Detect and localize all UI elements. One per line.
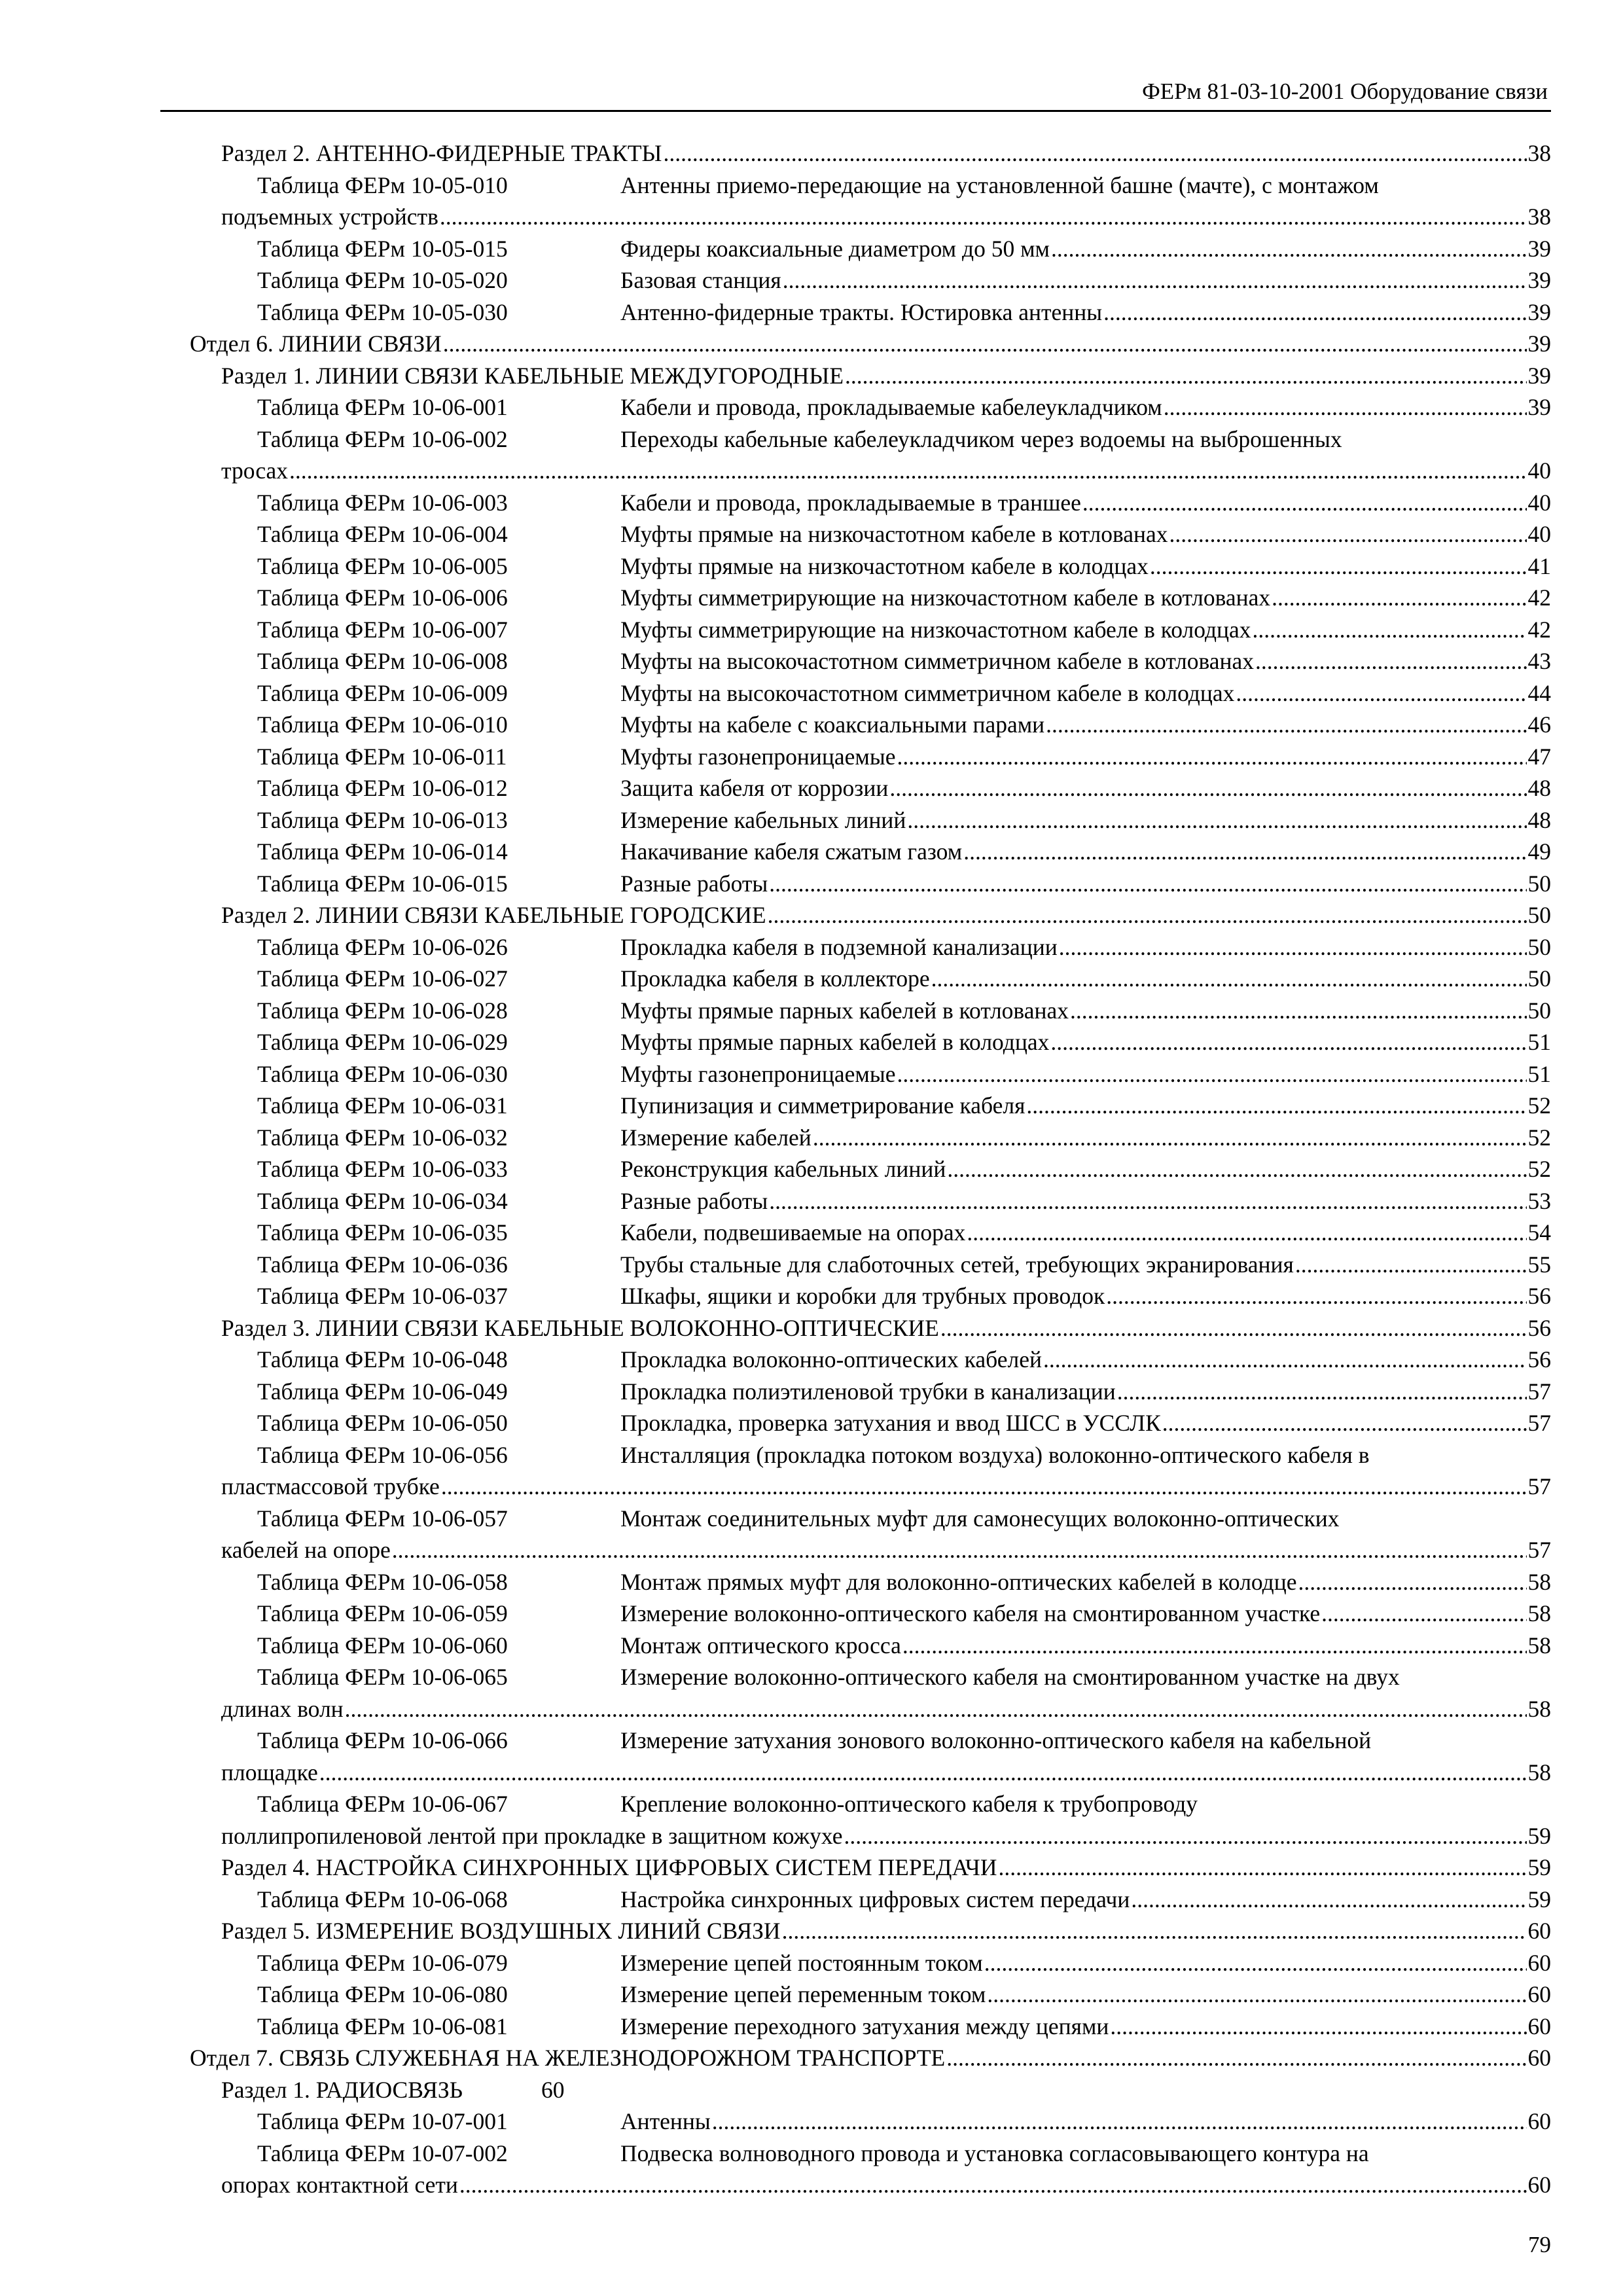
toc-dot-leader <box>441 1471 1527 1503</box>
toc-entry-label: Таблица ФЕРм 10-06-010 <box>257 711 508 738</box>
toc-entry-label: Таблица ФЕРм 10-06-014 <box>257 838 508 865</box>
toc-entry-table <box>0 1598 1623 1630</box>
toc-entry-table <box>0 1407 1623 1439</box>
toc-entry-label: Таблица ФЕРм 10-06-002 <box>257 425 508 452</box>
toc-entry-label: Таблица ФЕРм 10-06-029 <box>257 1029 508 1055</box>
toc-dot-leader <box>946 2042 1526 2074</box>
toc-entry-table <box>0 868 1623 900</box>
toc-entry-page: 39 <box>1527 235 1551 262</box>
toc-entry-title: Муфты прямые на низкочастотном кабеле в котлованах <box>620 521 1168 547</box>
toc-entry-page: 60 <box>1527 1918 1551 1944</box>
toc-dot-leader <box>947 1153 1526 1185</box>
toc-entry-title: Защита кабеля от коррозии <box>620 775 889 801</box>
toc-entry-page: 50 <box>1527 965 1551 992</box>
toc-entry-table <box>0 1090 1623 1122</box>
toc-entry-table <box>0 1661 1623 1725</box>
toc-entry-label: Таблица ФЕРм 10-06-060 <box>257 1632 508 1659</box>
toc-dot-leader <box>1321 1598 1526 1630</box>
toc-entry-title: Антенны приемо-передающие на установленной башне (мачте), с монтажом <box>620 171 1379 198</box>
toc-entry-table <box>0 1884 1623 1916</box>
page-number: 79 <box>1528 2232 1551 2257</box>
toc-entry-title: Прокладка волоконно-оптических кабелей <box>620 1346 1042 1372</box>
toc-entry-title: Раздел 1. ЛИНИИ СВЯЗИ КАБЕЛЬНЫЕ МЕЖДУГОРОДНЫЕ <box>221 362 844 389</box>
toc-entry-label: Таблица ФЕРм 10-06-065 <box>257 1664 508 1690</box>
toc-entry-title: Измерение цепей переменным током <box>620 1981 986 2007</box>
toc-entry-title: Муфты симметрирующие на низкочастотном кабеле в колодцах <box>620 616 1251 643</box>
toc-entry-table <box>0 1153 1623 1185</box>
toc-dot-leader <box>459 2169 1527 2201</box>
toc-entry-page: 56 <box>1527 1283 1551 1309</box>
toc-entry-table <box>0 963 1623 995</box>
toc-entry-page: 40 <box>1527 489 1551 516</box>
toc-entry-page: 39 <box>1527 394 1551 420</box>
toc-entry-page: 50 <box>1527 933 1551 960</box>
toc-entry-page: 60 <box>1527 1981 1551 2007</box>
toc-dot-leader <box>1050 1026 1526 1058</box>
toc-entry-title: Муфты прямые парных кабелей в колодцах <box>620 1029 1050 1055</box>
toc-entry-label: Таблица ФЕРм 10-06-009 <box>257 679 508 706</box>
toc-dot-leader <box>1106 1280 1526 1312</box>
toc-entry-table <box>0 391 1623 423</box>
toc-entry-label: Таблица ФЕРм 10-06-034 <box>257 1187 508 1214</box>
toc-dot-leader <box>440 201 1527 233</box>
toc-entry-table <box>0 1376 1623 1408</box>
toc-entry-label: Таблица ФЕРм 10-06-049 <box>257 1378 508 1405</box>
toc-entry-table <box>0 836 1623 868</box>
toc-dot-leader <box>392 1534 1527 1566</box>
toc-entry-label: Таблица ФЕРм 10-06-035 <box>257 1219 508 1246</box>
toc-entry-title: Раздел 5. ИЗМЕРЕНИЕ ВОЗДУШНЫХ ЛИНИЙ СВЯЗИ <box>221 1918 781 1944</box>
toc-entry-title: Муфты газонепроницаемые <box>620 743 896 770</box>
toc-entry-title: Измерение кабелей <box>620 1124 812 1151</box>
toc-entry-page: 43 <box>1527 648 1551 674</box>
toc-entry-razdel <box>0 1312 1623 1344</box>
toc-entry-label: Таблица ФЕРм 10-06-032 <box>257 1124 508 1151</box>
toc-entry-label: Таблица ФЕРм 10-07-001 <box>257 2108 508 2134</box>
toc-entry-table <box>0 677 1623 709</box>
toc-dot-leader <box>987 1979 1526 2011</box>
toc-entry-table <box>0 1058 1623 1090</box>
toc-entry-page: 51 <box>1527 1060 1551 1087</box>
toc-entry-label: Таблица ФЕРм 10-06-050 <box>257 1410 508 1436</box>
toc-entry-table <box>0 423 1623 487</box>
toc-entry-razdel <box>0 1915 1623 1947</box>
toc-dot-leader <box>889 772 1526 804</box>
toc-entry-label: Таблица ФЕРм 10-06-036 <box>257 1251 508 1278</box>
toc-entry-label: Таблица ФЕРм 10-06-048 <box>257 1346 508 1372</box>
toc-entry-table <box>0 614 1623 646</box>
toc-entry-label: Таблица ФЕРм 10-06-058 <box>257 1568 508 1595</box>
toc-entry-title: Измерение волоконно-оптического кабеля на смонтированном участке <box>620 1600 1321 1626</box>
toc-entry-title: Раздел 2. АНТЕННО-ФИДЕРНЫЕ ТРАКТЫ <box>221 140 662 166</box>
toc-dot-leader <box>1046 709 1526 741</box>
toc-entry-razdel <box>0 360 1623 392</box>
toc-entry-page: 60 <box>1527 2013 1551 2039</box>
toc-entry-table <box>0 2011 1623 2043</box>
toc-dot-leader <box>664 137 1527 170</box>
toc-entry-page: 42 <box>1527 616 1551 643</box>
toc-entry-table <box>0 1026 1623 1058</box>
toc-entry-page: 49 <box>1527 838 1551 865</box>
toc-entry-label: Таблица ФЕРм 10-05-015 <box>257 235 508 262</box>
toc-entry-page: 60 <box>1527 2108 1551 2134</box>
toc-entry-table <box>0 296 1623 329</box>
toc-dot-leader <box>769 868 1526 900</box>
toc-entry-page: 60 <box>541 2076 565 2103</box>
toc-entry-page: 39 <box>1527 362 1551 389</box>
toc-entry-title: Раздел 1. РАДИОСВЯЗЬ <box>221 2076 463 2103</box>
toc-entry-label: Таблица ФЕРм 10-06-031 <box>257 1092 508 1119</box>
toc-entry-page: 39 <box>1527 331 1551 357</box>
toc-entry-page: 42 <box>1527 584 1551 611</box>
toc-entry-title: Раздел 2. ЛИНИИ СВЯЗИ КАБЕЛЬНЫЕ ГОРОДСКИЕ <box>221 902 766 928</box>
toc-dot-leader <box>345 1693 1527 1725</box>
toc-entry-title: Измерение кабельных линий <box>620 806 906 833</box>
toc-entry-label: Таблица ФЕРм 10-06-006 <box>257 584 508 611</box>
toc-entry-table <box>0 2106 1623 2138</box>
toc-entry-table <box>0 995 1623 1027</box>
toc-entry-label: Таблица ФЕРм 10-05-020 <box>257 267 508 293</box>
toc-entry-page: 58 <box>1527 1568 1551 1595</box>
toc-dot-leader <box>1150 550 1527 583</box>
toc-entry-page: 59 <box>1527 1822 1551 1849</box>
toc-entry-page: 60 <box>1527 2172 1551 2198</box>
toc-entry-page: 57 <box>1527 1378 1551 1405</box>
toc-entry-title: Кабели и провода, прокладываемые в траншее <box>620 489 1081 516</box>
toc-entry-table <box>0 518 1623 550</box>
toc-entry-title-continuation: поллипропиленовой лентой при прокладке в защитном кожухе <box>221 1822 843 1849</box>
toc-entry-table <box>0 709 1623 741</box>
toc-entry-page: 56 <box>1527 1314 1551 1341</box>
toc-entry-page: 56 <box>1527 1346 1551 1372</box>
toc-entry-table <box>0 1630 1623 1662</box>
toc-entry-title: Монтаж оптического кросса <box>620 1632 901 1659</box>
toc-dot-leader <box>1236 677 1526 709</box>
toc-entry-table <box>0 233 1623 265</box>
toc-entry-table <box>0 1439 1623 1503</box>
toc-entry-table <box>0 1503 1623 1566</box>
toc-entry-table <box>0 772 1623 804</box>
toc-entry-table <box>0 1280 1623 1312</box>
toc-entry-page: 50 <box>1527 997 1551 1024</box>
toc-dot-leader <box>1082 487 1527 519</box>
toc-entry-table <box>0 487 1623 519</box>
toc-dot-leader <box>782 1915 1527 1947</box>
toc-dot-leader <box>845 360 1526 392</box>
toc-entry-page: 51 <box>1527 1029 1551 1055</box>
toc-entry-label: Таблица ФЕРм 10-06-015 <box>257 870 508 897</box>
toc-dot-leader <box>907 804 1526 836</box>
toc-entry-label: Таблица ФЕРм 10-06-068 <box>257 1886 508 1912</box>
toc-entry-title: Переходы кабельные кабелеукладчиком через водоемы на выброшенных <box>620 425 1342 452</box>
toc-entry-page: 58 <box>1527 1632 1551 1659</box>
toc-entry-razdel <box>0 137 1623 170</box>
header-title: ФЕРм 81-03-10-2001 Оборудование связи <box>1142 79 1548 104</box>
toc-entry-label: Таблица ФЕРм 10-06-013 <box>257 806 508 833</box>
toc-entry-page: 50 <box>1527 902 1551 928</box>
toc-entry-title: Шкафы, ящики и коробки для трубных проводок <box>620 1283 1105 1309</box>
toc-entry-label: Таблица ФЕРм 10-06-012 <box>257 775 508 801</box>
toc-entry-table <box>0 2138 1623 2201</box>
toc-entry-title-continuation: подъемных устройств <box>221 204 438 230</box>
toc-entry-title: Муфты газонепроницаемые <box>620 1060 896 1087</box>
toc-dot-leader <box>1026 1090 1526 1122</box>
toc-entry-title: Прокладка полиэтиленовой трубки в канализации <box>620 1378 1116 1405</box>
toc-entry-title: Измерение волоконно-оптического кабеля на смонтированном участке на двух <box>620 1664 1400 1690</box>
toc-entry-label: Таблица ФЕРм 10-06-081 <box>257 2013 508 2039</box>
toc-entry-razdel <box>0 1852 1623 1884</box>
toc-entry-title: Измерение переходного затухания между цепями <box>620 2013 1109 2039</box>
toc-dot-leader <box>1117 1376 1527 1408</box>
toc-entry-label: Таблица ФЕРм 10-06-005 <box>257 552 508 579</box>
toc-entry-title: Прокладка кабеля в подземной канализации <box>620 933 1058 960</box>
toc-entry-table <box>0 170 1623 233</box>
toc-entry-table <box>0 1344 1623 1376</box>
toc-entry-table <box>0 1788 1623 1852</box>
toc-entry-page: 47 <box>1527 743 1551 770</box>
toc-entry-table <box>0 1947 1623 1979</box>
toc-entry-title: Прокладка кабеля в коллекторе <box>620 965 930 992</box>
toc-entry-title: Антенны <box>620 2108 711 2134</box>
toc-dot-leader <box>902 1630 1527 1662</box>
toc-entry-title: Монтаж соединительных муфт для самонесущих волоконно-оптических <box>620 1505 1340 1532</box>
toc-entry-page: 48 <box>1527 775 1551 801</box>
toc-entry-table <box>0 1979 1623 2011</box>
toc-entry-page: 48 <box>1527 806 1551 833</box>
toc-entry-razdel <box>0 899 1623 931</box>
toc-entry-page: 53 <box>1527 1187 1551 1214</box>
toc-entry-page: 40 <box>1527 521 1551 547</box>
toc-entry-label: Таблица ФЕРм 10-06-028 <box>257 997 508 1024</box>
toc-entry-title: Муфты симметрирующие на низкочастотном кабеле в котлованах <box>620 584 1271 611</box>
toc-entry-label: Таблица ФЕРм 10-06-033 <box>257 1156 508 1182</box>
toc-dot-leader <box>931 963 1527 995</box>
toc-dot-leader <box>289 455 1526 487</box>
toc-entry-page: 54 <box>1527 1219 1551 1246</box>
toc-entry-title: Базовая станция <box>620 267 781 293</box>
toc-dot-leader <box>1298 1566 1526 1598</box>
toc-dot-leader <box>1272 582 1526 614</box>
toc-dot-leader <box>1253 614 1527 646</box>
toc-entry-page: 39 <box>1527 267 1551 293</box>
toc-dot-leader <box>813 1122 1527 1154</box>
toc-entry-page: 38 <box>1527 204 1551 230</box>
toc-dot-leader <box>768 899 1527 931</box>
toc-entry-table <box>0 1725 1623 1788</box>
toc-entry-page: 38 <box>1527 140 1551 166</box>
toc-entry-label: Таблица ФЕРм 10-06-059 <box>257 1600 508 1626</box>
toc-dot-leader <box>1043 1344 1527 1376</box>
toc-entry-page: 52 <box>1527 1092 1551 1119</box>
toc-entry-title: Муфты на высокочастотном симметричном кабеле в котлованах <box>620 648 1255 674</box>
toc-entry-title-continuation: кабелей на опоре <box>221 1537 391 1563</box>
toc-entry-label: Таблица ФЕРм 10-06-004 <box>257 521 508 547</box>
toc-entry-page: 58 <box>1527 1759 1551 1785</box>
toc-entry-title: Разные работы <box>620 870 768 897</box>
toc-entry-title-continuation: тросах <box>221 457 289 484</box>
toc-entry-title: Разные работы <box>620 1187 768 1214</box>
toc-entry-page: 57 <box>1527 1410 1551 1436</box>
toc-entry-title: Кабели и провода, прокладываемые кабелеукладчиком <box>620 394 1162 420</box>
toc-entry-title: Муфты прямые парных кабелей в котлованах <box>620 997 1069 1024</box>
toc-entry-table <box>0 1566 1623 1598</box>
toc-entry-title: Подвеска волноводного провода и установка согласовывающего контура на <box>620 2140 1369 2166</box>
toc-entry-title: Измерение цепей постоянным током <box>620 1949 983 1976</box>
toc-entry-page: 44 <box>1527 679 1551 706</box>
toc-entry-title: Кабели, подвешиваемые на опорах <box>620 1219 966 1246</box>
toc-dot-leader <box>443 328 1527 360</box>
toc-entry-page: 40 <box>1527 457 1551 484</box>
toc-entry-label: Таблица ФЕРм 10-06-026 <box>257 933 508 960</box>
toc-entry-label: Таблица ФЕРм 10-06-011 <box>257 743 507 770</box>
toc-entry-label: Таблица ФЕРм 10-07-002 <box>257 2140 508 2166</box>
toc-entry-title: Раздел 3. ЛИНИИ СВЯЗИ КАБЕЛЬНЫЕ ВОЛОКОННО-ОПТИЧЕСКИЕ <box>221 1314 939 1341</box>
toc-dot-leader <box>940 1312 1527 1344</box>
toc-entry-page: 59 <box>1527 1854 1551 1880</box>
toc-entry-otdel <box>0 328 1623 360</box>
toc-entry-title: Фидеры коаксиальные диаметром до 50 мм <box>620 235 1050 262</box>
toc-entry-page: 58 <box>1527 1695 1551 1722</box>
toc-entry-label: Таблица ФЕРм 10-06-007 <box>257 616 508 643</box>
toc-entry-page: 60 <box>1527 2045 1551 2071</box>
toc-entry-title: Реконструкция кабельных линий <box>620 1156 946 1182</box>
toc-dot-leader <box>897 1058 1527 1090</box>
toc-dot-leader <box>963 836 1526 868</box>
toc-entry-label: Таблица ФЕРм 10-06-066 <box>257 1727 508 1753</box>
toc-entry-title: Пупинизация и симметрирование кабеля <box>620 1092 1026 1119</box>
toc-dot-leader <box>1169 518 1527 550</box>
toc-entry-page: 52 <box>1527 1156 1551 1182</box>
toc-entry-title: Настройка синхронных цифровых систем передачи <box>620 1886 1130 1912</box>
toc-entry-page: 52 <box>1527 1124 1551 1151</box>
toc-entry-title: Инсталляция (прокладка потоком воздуха) волоконно-оптического кабеля в <box>620 1441 1370 1468</box>
toc-dot-leader <box>1162 1407 1527 1439</box>
toc-dot-leader <box>967 1217 1526 1249</box>
toc-entry-title: Муфты прямые на низкочастотном кабеле в колодцах <box>620 552 1149 579</box>
toc-entry-table <box>0 264 1623 296</box>
toc-entry-page: 59 <box>1527 1886 1551 1912</box>
toc-dot-leader <box>1110 2011 1526 2043</box>
toc-entry-title: Монтаж прямых муфт для волоконно-оптических кабелей в колодце <box>620 1568 1297 1595</box>
toc-entry-title: Крепление волоконно-оптического кабеля к трубопроводу <box>620 1791 1198 1817</box>
toc-entry-title-continuation: длинах волн <box>221 1695 344 1722</box>
toc-entry-title: Накачивание кабеля сжатым газом <box>620 838 963 865</box>
toc-dot-leader <box>897 741 1527 773</box>
toc-entry-title-continuation: опорах контактной сети <box>221 2172 458 2198</box>
table-of-contents <box>0 137 1623 2201</box>
toc-entry-table <box>0 741 1623 773</box>
toc-entry-page: 57 <box>1527 1537 1551 1563</box>
toc-entry-label: Таблица ФЕРм 10-06-037 <box>257 1283 508 1309</box>
toc-dot-leader <box>319 1757 1527 1789</box>
toc-entry-label: Таблица ФЕРм 10-06-080 <box>257 1981 508 2007</box>
toc-dot-leader <box>984 1947 1527 1979</box>
toc-dot-leader <box>1131 1884 1526 1916</box>
toc-entry-table <box>0 931 1623 963</box>
toc-entry-title: Отдел 6. ЛИНИИ СВЯЗИ <box>190 331 442 357</box>
toc-entry-table <box>0 582 1623 614</box>
toc-entry-label: Таблица ФЕРм 10-06-056 <box>257 1441 508 1468</box>
toc-entry-title: Муфты на кабеле с коаксиальными парами <box>620 711 1045 738</box>
toc-entry-page: 50 <box>1527 870 1551 897</box>
page-header <box>160 73 1551 112</box>
toc-entry-table <box>0 645 1623 677</box>
toc-dot-leader <box>1164 391 1527 423</box>
toc-entry-label: Таблица ФЕРм 10-06-067 <box>257 1791 508 1817</box>
toc-dot-leader <box>1255 645 1526 677</box>
toc-entry-label: Таблица ФЕРм 10-06-027 <box>257 965 508 992</box>
toc-dot-leader <box>1070 995 1527 1027</box>
toc-entry-page: 57 <box>1527 1473 1551 1499</box>
toc-entry-table <box>0 804 1623 836</box>
toc-dot-leader <box>783 264 1527 296</box>
toc-entry-title: Прокладка, проверка затухания и ввод ШСС в УССЛК <box>620 1410 1161 1436</box>
toc-entry-table <box>0 550 1623 583</box>
toc-entry-title: Измерение затухания зонового волоконно-оптического кабеля на кабельной <box>620 1727 1372 1753</box>
toc-entry-title: Раздел 4. НАСТРОЙКА СИНХРОННЫХ ЦИФРОВЫХ СИСТЕМ ПЕРЕДАЧИ <box>221 1854 997 1880</box>
toc-entry-page: 39 <box>1527 298 1551 325</box>
toc-entry-label: Таблица ФЕРм 10-05-010 <box>257 171 508 198</box>
toc-entry-label: Таблица ФЕРм 10-06-030 <box>257 1060 508 1087</box>
toc-dot-leader <box>712 2106 1527 2138</box>
toc-entry-page: 46 <box>1527 711 1551 738</box>
toc-entry-page: 55 <box>1527 1251 1551 1278</box>
toc-dot-leader <box>1295 1249 1527 1281</box>
toc-entry-label: Таблица ФЕРм 10-06-003 <box>257 489 508 516</box>
toc-entry-label: Таблица ФЕРм 10-06-057 <box>257 1505 508 1532</box>
toc-entry-razdel <box>0 2074 1623 2106</box>
toc-entry-title: Трубы стальные для слаботочных сетей, требующих экранирования <box>620 1251 1294 1278</box>
toc-dot-leader <box>844 1820 1527 1852</box>
toc-dot-leader <box>998 1852 1526 1884</box>
toc-dot-leader <box>1103 296 1526 329</box>
toc-entry-title-continuation: пластмассовой трубке <box>221 1473 440 1499</box>
toc-dot-leader <box>1059 931 1527 963</box>
toc-entry-title: Отдел 7. СВЯЗЬ СЛУЖЕБНАЯ НА ЖЕЛЕЗНОДОРОЖНОМ ТРАНСПОРТЕ <box>190 2045 946 2071</box>
toc-dot-leader <box>1051 233 1526 265</box>
toc-entry-table <box>0 1217 1623 1249</box>
toc-entry-label: Таблица ФЕРм 10-06-079 <box>257 1949 508 1976</box>
toc-entry-label: Таблица ФЕРм 10-05-030 <box>257 298 508 325</box>
toc-entry-label: Таблица ФЕРм 10-06-008 <box>257 648 508 674</box>
toc-entry-page: 41 <box>1527 552 1551 579</box>
toc-entry-title: Муфты на высокочастотном симметричном кабеле в колодцах <box>620 679 1235 706</box>
toc-dot-leader <box>769 1185 1526 1217</box>
toc-entry-title-continuation: площадке <box>221 1759 318 1785</box>
toc-entry-table <box>0 1185 1623 1217</box>
toc-entry-page: 60 <box>1527 1949 1551 1976</box>
toc-entry-label: Таблица ФЕРм 10-06-001 <box>257 394 508 420</box>
toc-entry-title: Антенно-фидерные тракты. Юстировка антенны <box>620 298 1103 325</box>
toc-entry-otdel <box>0 2042 1623 2074</box>
toc-entry-table <box>0 1122 1623 1154</box>
toc-entry-page: 58 <box>1527 1600 1551 1626</box>
toc-entry-table <box>0 1249 1623 1281</box>
